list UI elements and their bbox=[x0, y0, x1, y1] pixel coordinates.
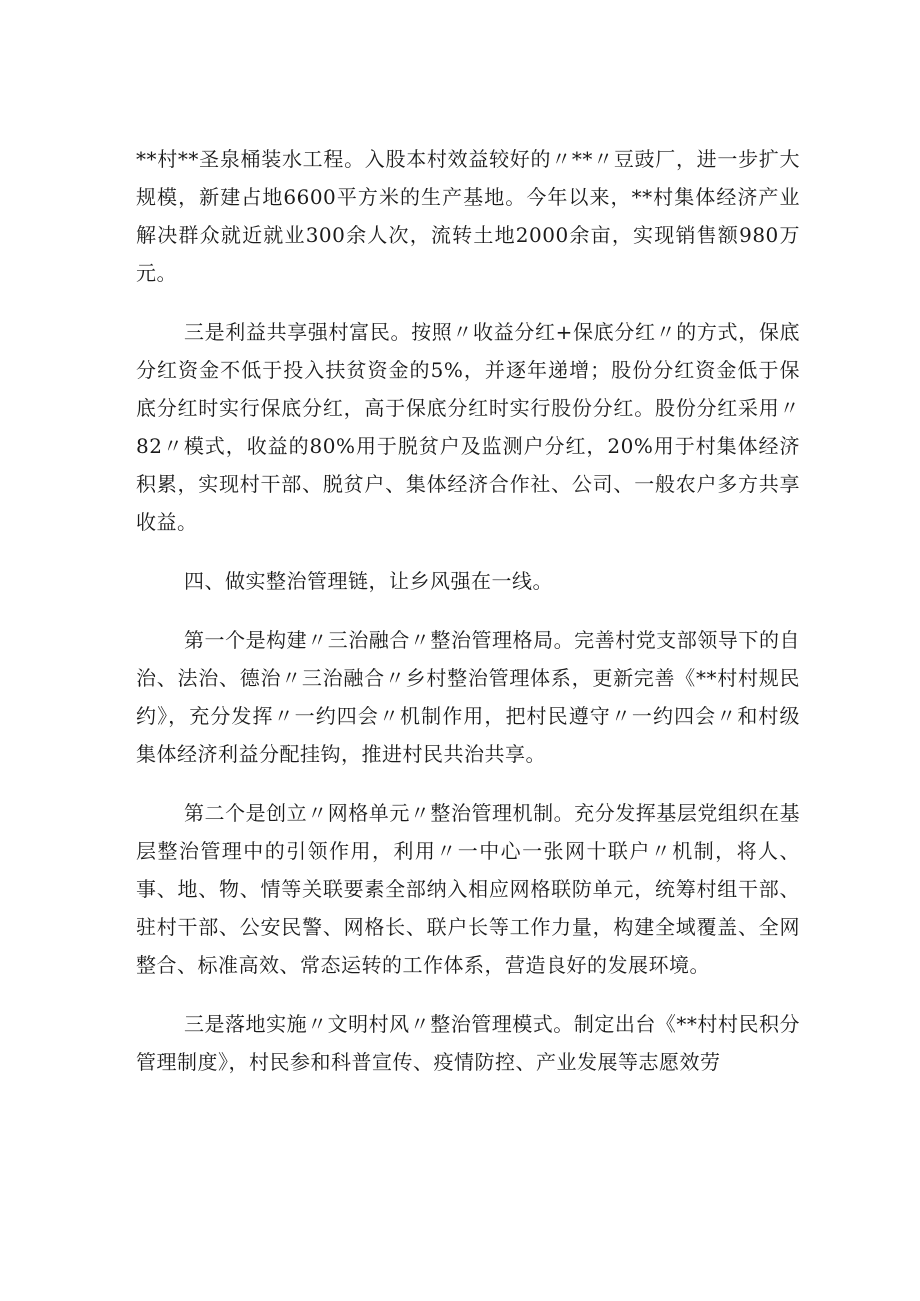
paragraph-civilized-village: 三是落地实施〃文明村风〃整治管理模式。制定出台《**村村民积分管理制度》，村民参和科普宣传、疫情防控、产业发展等志愿效劳 bbox=[136, 1012, 800, 1074]
paragraph-benefit-sharing: 三是利益共享强村富民。按照〃收益分红+保底分红〃的方式，保底分红资金不低于投入扶贫资金的5%，并逐年递增；股份分红资金低于保底分红时实行保底分红，高于保底分红时实行股份分红。股份分红采用〃82〃模式，收益的80%用于脱贫户及监测户分红，20%用于村集体经济积累，实现村干部、脱贫户、集体经济合作社、公司、一般农户多方共享收益。 bbox=[136, 320, 800, 534]
section-heading-governance: 四、做实整治管理链，让乡风强在一线。 bbox=[184, 569, 553, 593]
paragraph-grid-unit: 第二个是创立〃网格单元〃整治管理机制。充分发挥基层党组织在基层整治管理中的引领作用，利用〃一中心一张网十联户〃机制，将人、事、地、物、情等关联要素全部纳入相应网格联防单元，统筹村组干部、驻村干部、公安民警、网格长、联户长等工作力量，构建全域覆盖、全网整合、标准高效、常态运转的工作体系，营造良好的发展环境。 bbox=[136, 801, 800, 977]
paragraph-three-governance: 第一个是构建〃三治融合〃整治管理格局。完善村党支部领导下的自治、法治、德治〃三治融合〃乡村整治管理体系，更新完善《**村村规民约》，充分发挥〃一约四会〃机制作用，把村民遵守〃一约四会〃和村级集体经济利益分配挂钩，推进村民共治共享。 bbox=[136, 628, 800, 766]
paragraph-continuation: **村**圣泉桶装水工程。入股本村效益较好的〃**〃豆豉厂，进一步扩大规模，新建占地6600平方米的生产基地。今年以来，**村集体经济产业解决群众就近就业300余人次，流转土地2000余亩，实现销售额980万元。 bbox=[136, 147, 800, 285]
document-body bbox=[136, 140, 800, 1081]
